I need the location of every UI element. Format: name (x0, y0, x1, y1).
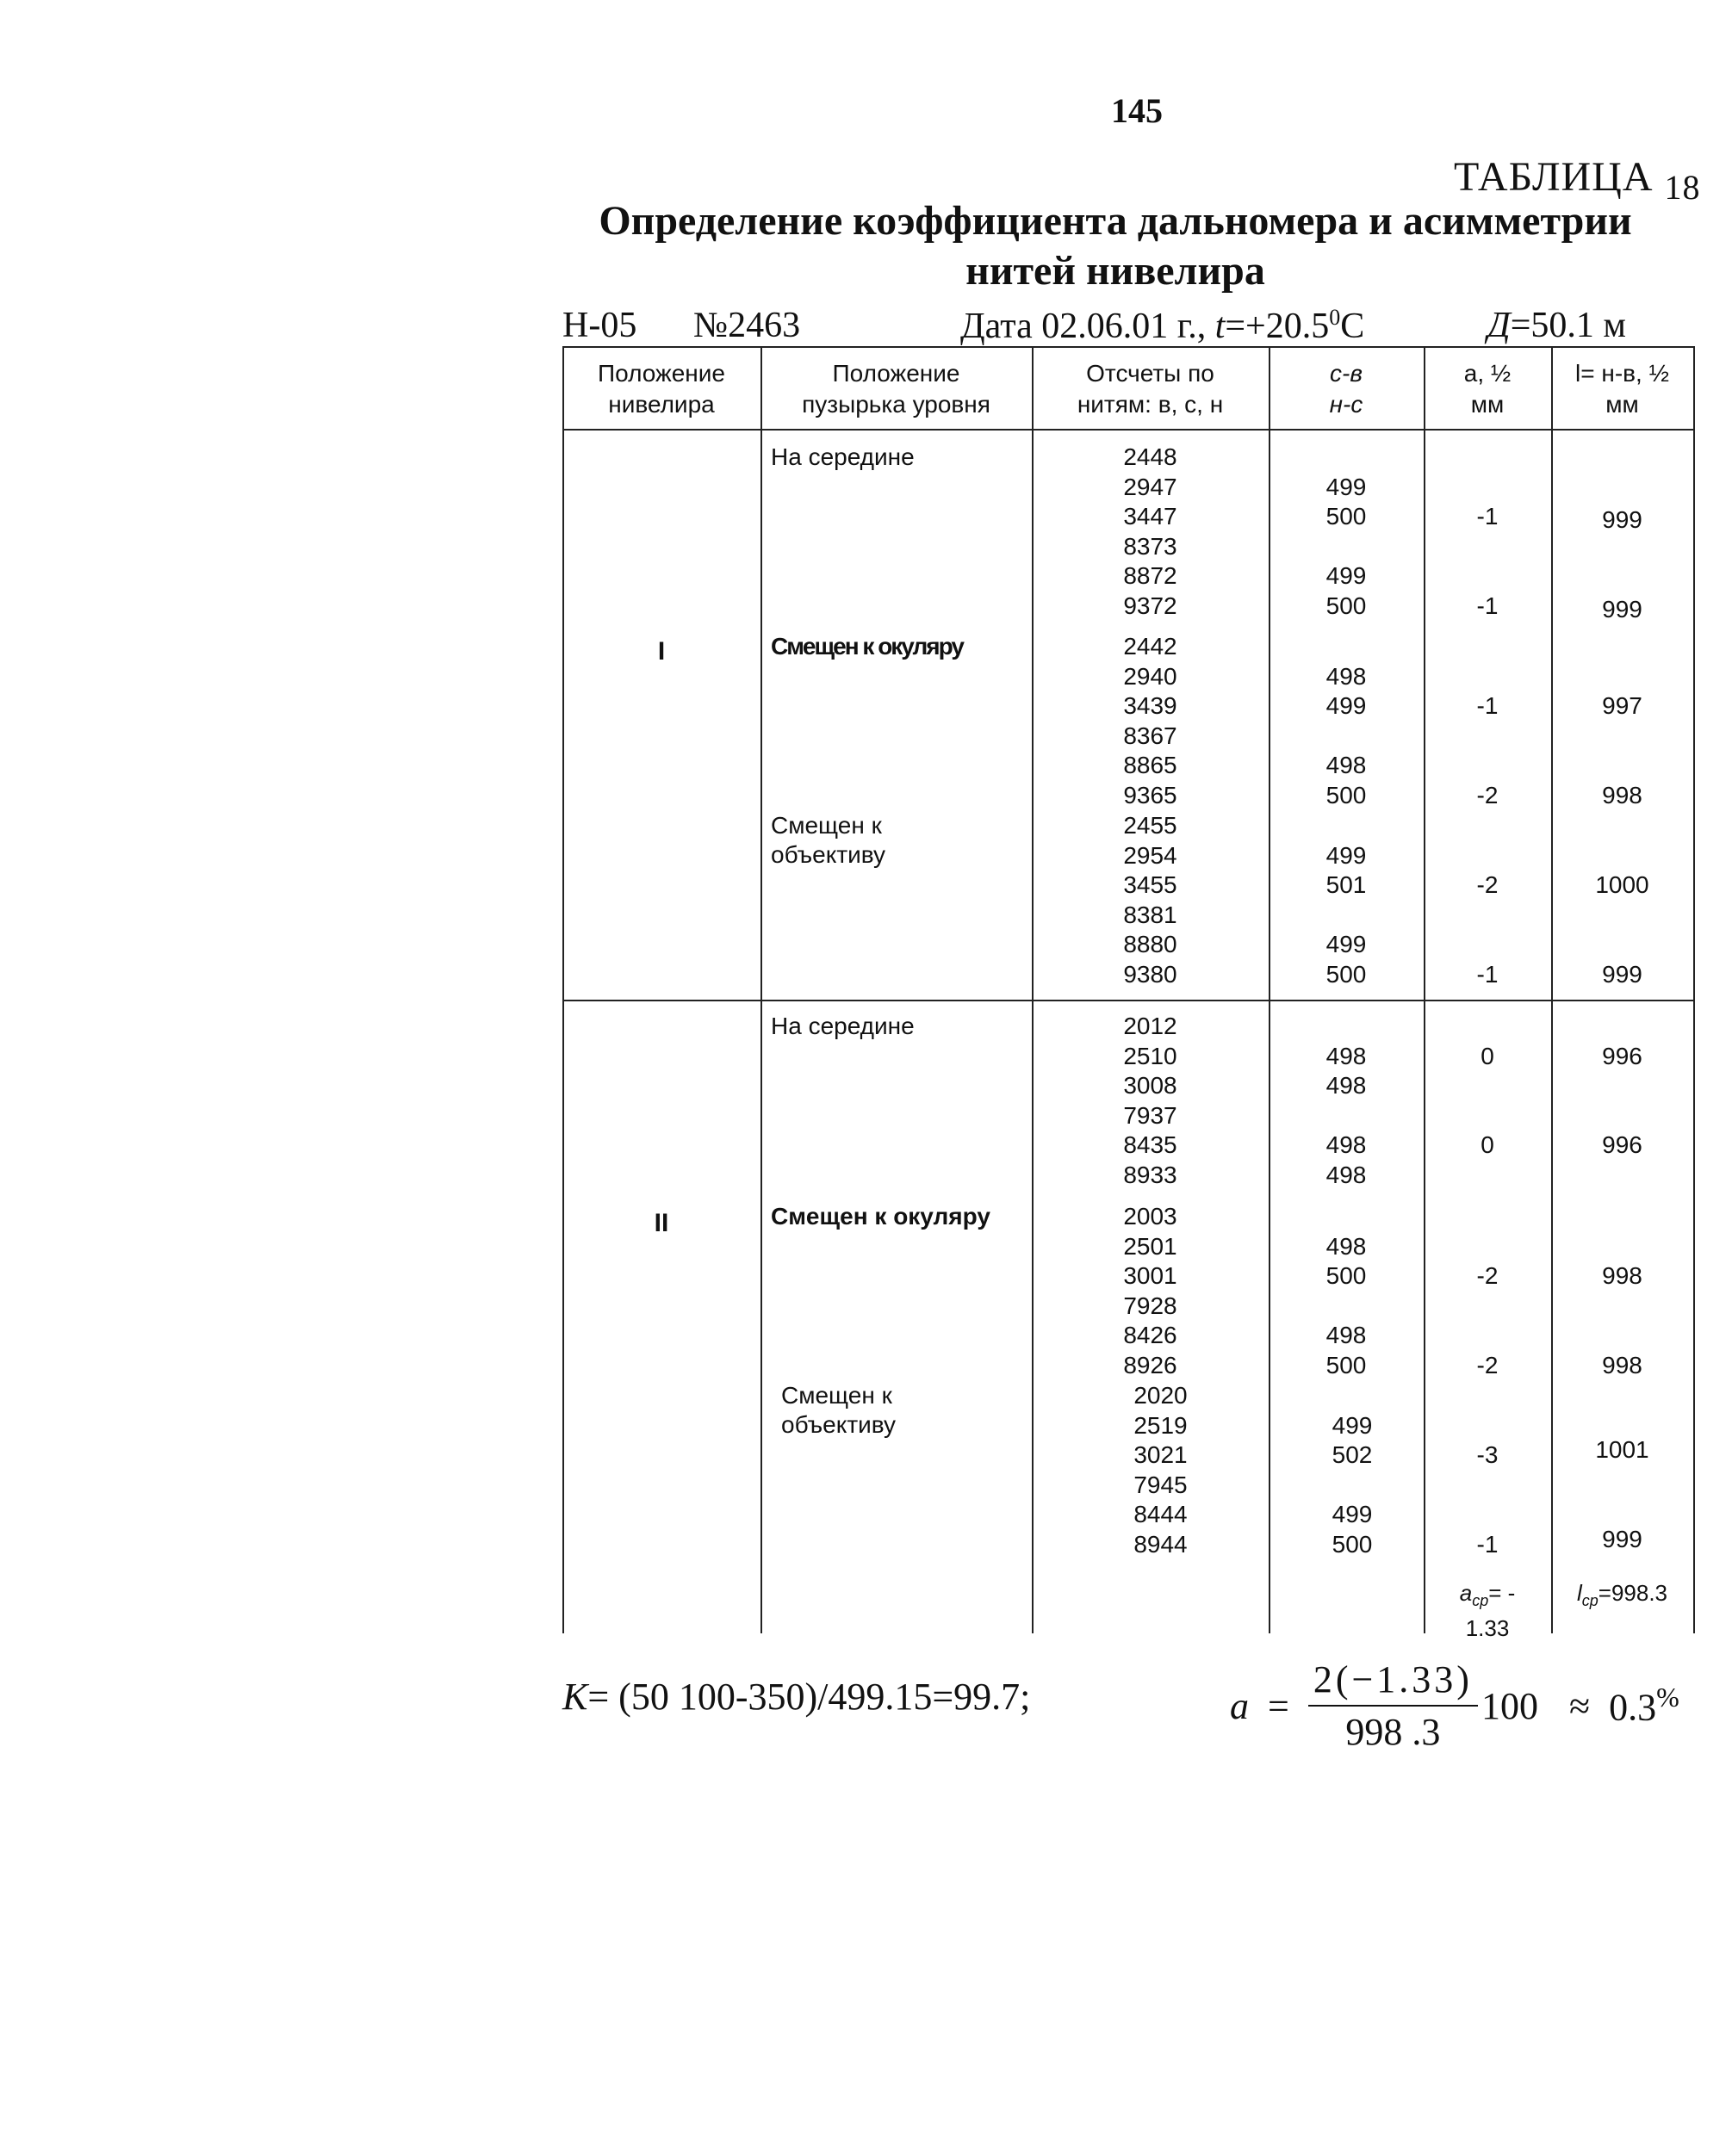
bubble-position: Смещен к окуляру (771, 633, 963, 660)
formula-k-var: K (562, 1676, 588, 1718)
asymmetry-column: -2 -1 (1476, 871, 1499, 988)
table-top-border (562, 346, 1695, 348)
asymmetry-column: -1 -2 (1476, 692, 1499, 808)
bubble-position: Смещен к окуляру (771, 1203, 990, 1230)
header-divider (562, 429, 1695, 431)
asymmetry-column: 0 0 (1481, 1042, 1494, 1158)
readings-column: 2455 2954 3455 8381 8880 9380 (1123, 812, 1177, 988)
formula-asymmetry (1230, 1657, 1679, 1754)
formula-k-expression: = (50 100-350)/499.15=99.7; (587, 1676, 1031, 1718)
page-number: 145 (1111, 91, 1163, 130)
differences-column: 498 499 498 500 (1325, 662, 1367, 808)
bubble-position: Смещен к объективу (771, 812, 886, 868)
fraction (1308, 1657, 1478, 1754)
asymmetry-column: -1 -1 (1476, 503, 1499, 619)
interval-column: 1000 999 (1595, 871, 1649, 988)
data-table (562, 346, 1695, 1642)
interval-column: 997 998 (1602, 692, 1642, 808)
degree-mark: 0 (1329, 305, 1341, 330)
asymmetry-column: -2 -2 (1476, 1262, 1499, 1378)
instrument-type: Н-05 (562, 306, 637, 345)
title-line-2: нитей нивелира (965, 248, 1265, 294)
readings-column: 2020 2519 3021 7945 8444 8944 (1133, 1382, 1188, 1558)
differences-column: 499 501 499 500 (1325, 841, 1367, 988)
title-line-1: Определение коэффициента дальномера и асимметрии (599, 198, 1632, 244)
formula-k (562, 1675, 1030, 1719)
asymmetry-average: $a_{ср}=$ - 1.33 (1459, 1580, 1516, 1642)
interval-column: 999 999 (1602, 506, 1642, 623)
formula-a-eq: = (1268, 1684, 1289, 1727)
temperature-value: =+20.5 (1225, 307, 1330, 346)
distance (1487, 305, 1626, 346)
interval-column: 1001 999 (1595, 1436, 1649, 1552)
header-readings: Отсчеты по нитям: в, с, н (1077, 360, 1224, 418)
interval-column: 996 996 (1602, 1042, 1642, 1158)
interval-column: 998 998 (1602, 1262, 1642, 1378)
bubble-position: Смещен к объективу (781, 1382, 897, 1438)
readings-column: 2003 2501 3001 7928 8426 8926 (1123, 1203, 1177, 1378)
col-line-1 (760, 346, 762, 1633)
differences-column: 498 500 498 500 (1325, 1232, 1367, 1378)
readings-column: 2448 2947 3447 8373 8872 9372 (1123, 443, 1177, 619)
header-bubble-position: Положение пузырька уровня (802, 360, 990, 418)
temperature-var: t (1214, 307, 1226, 346)
col-line-0 (562, 346, 564, 1633)
date-text: Дата 02.06.01 г., (960, 307, 1215, 346)
formula-a-result: 0.3% (1609, 1682, 1679, 1729)
instrument-serial: №2463 (693, 306, 801, 345)
distance-value: =50.1 м (1510, 306, 1626, 345)
distance-var: Д (1487, 306, 1511, 345)
header-asymmetry: a, ½ мм (1463, 360, 1512, 418)
table-caption-label: ТАБЛИЦА (1454, 154, 1654, 200)
measurement-conditions (960, 305, 1364, 347)
readings-column: 2012 2510 3008 7937 8435 8933 (1123, 1013, 1177, 1188)
bubble-position: На середине (771, 443, 915, 470)
header-level-position: Положение нивелира (598, 360, 725, 418)
differences-column: 498 498 498 498 (1325, 1042, 1367, 1188)
col-line-6 (1693, 346, 1695, 1633)
level-position-I: I (657, 637, 666, 666)
header-interval: l= н-в, ½ мм (1575, 360, 1669, 418)
header-differences: с-в н-с (1329, 360, 1363, 418)
readings-column: 2442 2940 3439 8367 8865 9365 (1123, 633, 1177, 808)
formula-a-lhs: a (1230, 1684, 1249, 1727)
interval-average: $l_{ср}=998.3$ (1576, 1580, 1668, 1610)
asymmetry-column: -3 -1 (1476, 1441, 1499, 1558)
fraction-denominator: 998 .3 (1345, 1711, 1441, 1753)
fraction-numerator: 2(−1.33) (1313, 1658, 1473, 1701)
differences-column: 499 502 499 500 (1332, 1411, 1373, 1558)
page-title (560, 196, 1671, 296)
table-number: 18 (1664, 168, 1701, 207)
group-divider (562, 1000, 1695, 1001)
temperature-unit: С (1340, 307, 1365, 346)
differences-column: 499 500 499 500 (1325, 473, 1367, 619)
formula-a-multiplier: 100 (1481, 1684, 1538, 1727)
bubble-position: На середине (771, 1013, 915, 1039)
formula-a-approx: ≈ (1568, 1684, 1591, 1727)
level-position-II: II (654, 1209, 669, 1237)
